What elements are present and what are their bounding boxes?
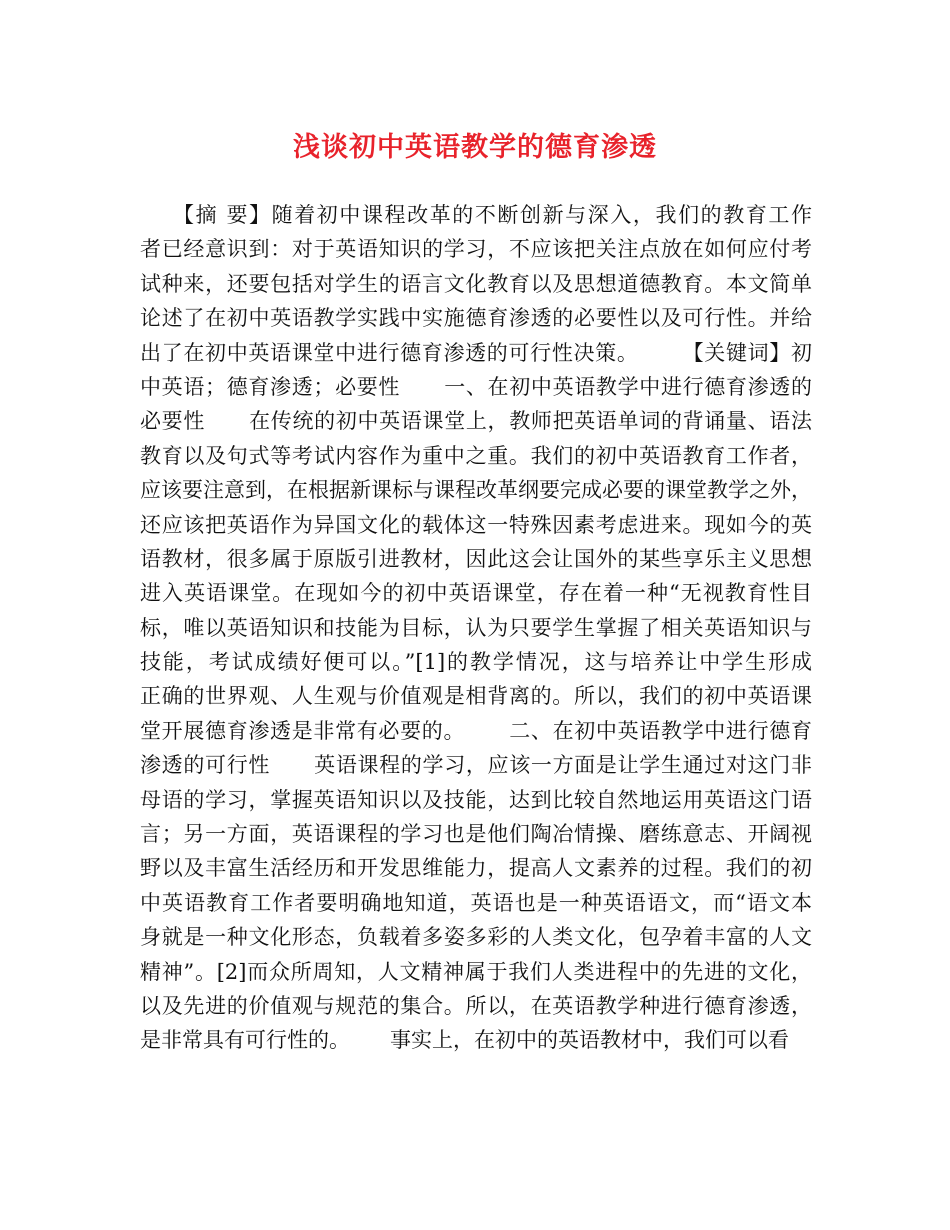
body-line: 野以及丰富生活经历和开发思维能力，提高人文素养的过程。我们的初 bbox=[140, 856, 812, 881]
body-line: 渗透的可行性 英语课程的学习，应该一方面是让学生通过对这门非 bbox=[140, 753, 812, 778]
body-line: 出了在初中英语课堂中进行德育渗透的可行性决策。 【关键词】初 bbox=[140, 340, 812, 365]
body-line: 语教材，很多属于原版引进教材，因此这会让国外的某些享乐主义思想 bbox=[140, 546, 812, 571]
body-line: 教育以及句式等考试内容作为重中之重。我们的初中英语教育工作者， bbox=[140, 443, 812, 468]
body-line: 者已经意识到：对于英语知识的学习，不应该把关注点放在如何应付考 bbox=[140, 237, 812, 262]
body-line: 身就是一种文化形态，负载着多姿多彩的人类文化，包孕着丰富的人文 bbox=[140, 925, 812, 950]
body-line: 言；另一方面，英语课程的学习也是他们陶冶情操、磨练意志、开阔视 bbox=[140, 822, 812, 847]
body-line: 母语的学习，掌握英语知识以及技能，达到比较自然地运用英语这门语 bbox=[140, 787, 812, 812]
body-line: 还应该把英语作为异国文化的载体这一特殊因素考虑进来。现如今的英 bbox=[140, 512, 812, 537]
body-line: 标，唯以英语知识和技能为目标，认为只要学生掌握了相关英语知识与 bbox=[140, 615, 812, 640]
body-line: 精神”。[2]而众所周知，人文精神属于我们人类进程中的先进的文化， bbox=[140, 959, 812, 984]
body-line: 正确的世界观、人生观与价值观是相背离的。所以，我们的初中英语课 bbox=[140, 684, 812, 709]
document-body bbox=[140, 198, 812, 1058]
body-line: 技能，考试成绩好便可以。”[1]的教学情况，这与培养让中学生形成 bbox=[140, 650, 812, 675]
body-line: 是非常具有可行性的。 事实上，在初中的英语教材中，我们可以看 bbox=[140, 1028, 790, 1053]
body-line: 以及先进的价值观与规范的集合。所以，在英语教学种进行德育渗透， bbox=[140, 993, 812, 1018]
body-line: 进入英语课堂。在现如今的初中英语课堂，存在着一种“无视教育性目 bbox=[140, 581, 812, 606]
body-line: 中英语教育工作者要明确地知道，英语也是一种英语语文，而“语文本 bbox=[140, 890, 812, 915]
body-line: 应该要注意到，在根据新课标与课程改革纲要完成必要的课堂教学之外， bbox=[140, 478, 812, 503]
body-line: 堂开展德育渗透是非常有必要的。 二、在初中英语教学中进行德育 bbox=[140, 718, 812, 743]
body-line: 【摘 要】随着初中课程改革的不断创新与深入，我们的教育工作 bbox=[140, 203, 812, 227]
body-line: 论述了在初中英语教学实践中实施德育渗透的必要性以及可行性。并给 bbox=[140, 306, 812, 331]
body-line: 试种来，还要包括对学生的语言文化教育以及思想道德教育。本文简单 bbox=[140, 271, 812, 296]
document-title: 浅谈初中英语教学的德育渗透 bbox=[293, 132, 657, 163]
body-line: 必要性 在传统的初中英语课堂上，教师把英语单词的背诵量、语法 bbox=[140, 409, 812, 434]
body-line: 中英语；德育渗透；必要性 一、在初中英语教学中进行德育渗透的 bbox=[140, 374, 812, 399]
